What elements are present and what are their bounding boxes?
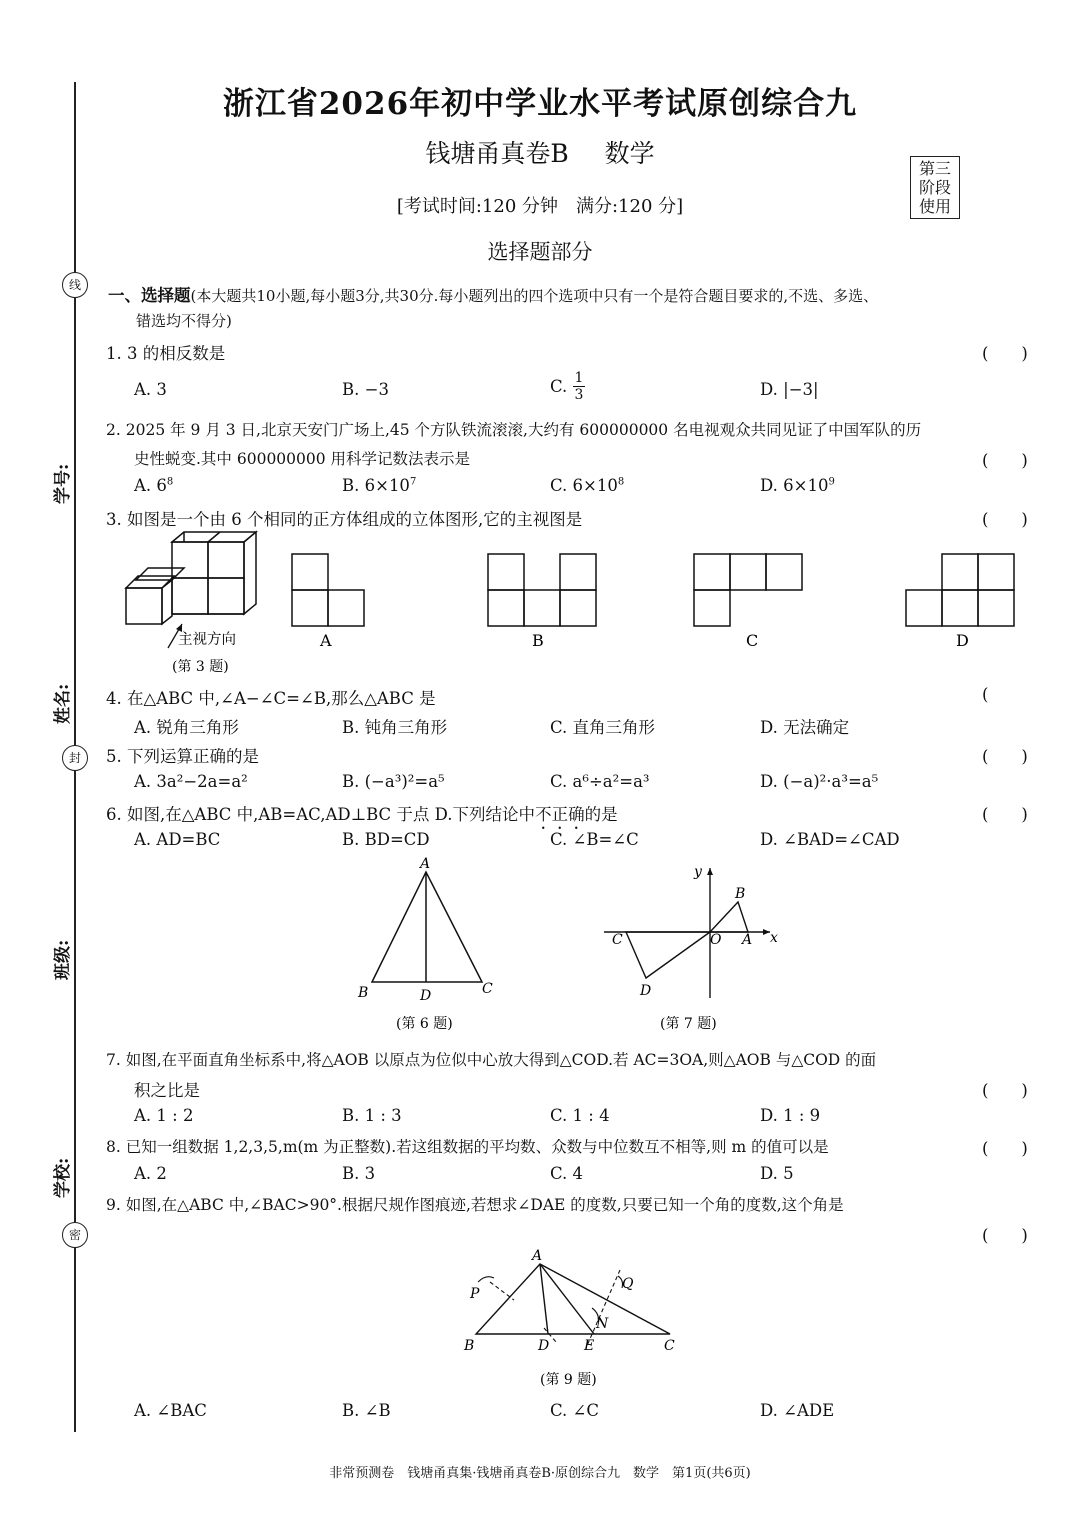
q4-text: 在△ABC 中,∠A−∠C=∠B,那么△ABC 是 <box>127 689 436 708</box>
q6-answer-blank[interactable]: ( ) <box>982 805 1028 824</box>
q5-option-b[interactable]: B. (−a³)²=a⁵ <box>342 772 445 791</box>
q9-pt-b: B <box>464 1338 475 1354</box>
view-arrow-head <box>176 624 182 632</box>
q7-pt-c: C <box>612 932 623 948</box>
cube-top-right <box>208 542 244 578</box>
part1-instructions <box>108 282 878 306</box>
part1-heading: 一、选择题 <box>108 286 191 305</box>
q2-d-base: D. 6×10 <box>760 476 829 495</box>
q7-triangle-aob <box>710 902 748 932</box>
cube-mid-right <box>208 578 244 614</box>
q5-num: 5. <box>106 747 122 766</box>
q3-label-a: A <box>320 631 332 650</box>
q3-option-d-figure <box>906 554 1014 626</box>
cube-front-top <box>126 576 174 588</box>
q5-answer-blank[interactable]: ( ) <box>982 747 1028 766</box>
q7-stem-2: 积之比是 <box>134 1081 200 1100</box>
q3-text: 如图是一个由 6 个相同的正方体组成的立体图形,它的主视图是 <box>127 510 583 529</box>
cube-top-left <box>172 542 208 578</box>
part1-instr-2: 错选均不得分) <box>136 312 232 330</box>
q9-pt-c: C <box>664 1338 675 1354</box>
q6-pt-a: A <box>420 856 431 872</box>
marker-feng: 封 <box>62 745 88 771</box>
q7-option-b[interactable]: B. 1 : 3 <box>342 1106 402 1125</box>
q9-triangle <box>476 1264 670 1334</box>
q8-option-c[interactable]: C. 4 <box>550 1164 584 1183</box>
q3-option-c-figure <box>694 554 802 626</box>
section-title: 选择题部分 <box>487 240 593 264</box>
q2-option-d[interactable] <box>760 476 835 495</box>
q2-num: 2. <box>106 421 121 439</box>
q6-pt-d: D <box>420 988 432 1004</box>
q3-stem <box>106 506 582 530</box>
q2-option-a[interactable] <box>134 476 173 495</box>
q7-pt-b: B <box>735 886 746 902</box>
q9-option-a[interactable]: A. ∠BAC <box>134 1401 207 1420</box>
q1-c-den: 3 <box>574 387 584 403</box>
q9-pt-a: A <box>532 1248 543 1264</box>
q9-caption: (第 9 题) <box>540 1372 597 1388</box>
label-student-id: 学号: <box>53 463 73 504</box>
q7-pt-a: A <box>742 932 753 948</box>
q2-text-1: 2025 年 9 月 3 日,北京天安门广场上,45 个方队铁流滚滚,大约有 600000000 名电视观众共同见证了中国军队的历 <box>125 421 922 439</box>
q2-d-exp: 9 <box>828 476 835 488</box>
q8-stem <box>106 1135 829 1157</box>
stage-line-2: 阶段 <box>918 178 951 197</box>
q1-c-num: 1 <box>574 370 584 386</box>
q9-stem <box>106 1193 844 1215</box>
q9-pt-d: D <box>538 1338 550 1354</box>
q9-answer-blank[interactable]: ( ) <box>982 1226 1028 1245</box>
q6-text-post: 的是 <box>584 805 618 824</box>
q7-num: 7. <box>106 1051 121 1069</box>
q7-stem-1 <box>106 1048 876 1070</box>
q7-pt-d: D <box>640 983 652 999</box>
q6-figure <box>372 872 482 982</box>
q7-option-c[interactable]: C. 1 : 4 <box>550 1106 610 1125</box>
q1-option-b[interactable]: B. −3 <box>342 380 389 399</box>
q6-pt-c: C <box>482 981 493 997</box>
q1-c-fraction <box>573 370 586 403</box>
q6-stem <box>106 801 618 833</box>
subtitle-subject: 数学 <box>604 139 655 168</box>
q2-answer-blank[interactable]: ( ) <box>982 451 1028 470</box>
q9-segment-ad <box>540 1264 548 1334</box>
q2-a-exp: 8 <box>166 476 174 488</box>
q7-y-arrow <box>707 868 713 875</box>
q9-num: 9. <box>106 1196 121 1214</box>
q3-figure <box>120 528 1040 678</box>
q2-stem-2: 史性蜕变.其中 600000000 用科学记数法表示是 <box>134 450 471 468</box>
q6-option-a[interactable]: A. AD=BC <box>134 830 221 849</box>
q6-text-pre: 如图,在△ABC 中,AB=AC,AD⊥BC 于点 D.下列结论中 <box>127 805 536 824</box>
q7-triangle-cod <box>626 932 710 978</box>
q6-option-d[interactable]: D. ∠BAD=∠CAD <box>760 830 900 849</box>
cube-mid-left <box>172 578 208 614</box>
q2-b-exp: 7 <box>409 476 417 488</box>
q2-option-b[interactable] <box>342 476 416 495</box>
q6-q7-figures <box>340 852 800 1042</box>
q3-label-b: B <box>532 631 544 650</box>
q9-option-b[interactable]: B. ∠B <box>342 1401 391 1420</box>
q4-stem <box>106 685 436 709</box>
q9-segment-ae <box>540 1264 594 1334</box>
q4-option-d[interactable]: D. 无法确定 <box>760 718 850 737</box>
q9-option-c[interactable]: C. ∠C <box>550 1401 599 1420</box>
q7-caption: (第 7 题) <box>660 1016 717 1032</box>
q7-label-x: x <box>770 930 778 946</box>
part1-instr-1: (本大题共10小题,每小题3分,共30分.每小题列出的四个选项中只有一个是符合题目要求的,不选、多选、 <box>190 287 879 305</box>
q9-pt-q: Q <box>622 1276 634 1292</box>
q1-stem <box>106 340 225 364</box>
q6-option-b[interactable]: B. BD=CD <box>342 830 430 849</box>
q6-text-emph: 不正确 <box>535 805 585 824</box>
q2-a-base: A. 6 <box>134 476 167 495</box>
q4-option-b[interactable]: B. 钝角三角形 <box>342 718 448 737</box>
q5-option-a[interactable]: A. 3a²−2a=a² <box>134 772 248 791</box>
q5-text: 下列运算正确的是 <box>127 747 259 766</box>
q1-option-d[interactable]: D. |−3| <box>760 380 819 399</box>
q6-option-c[interactable]: C. ∠B=∠C <box>550 830 639 849</box>
stage-line-1: 第三 <box>918 159 951 178</box>
q4-answer-blank[interactable]: ( <box>982 685 989 704</box>
q3-caption: (第 3 题) <box>172 659 229 675</box>
q8-text: 已知一组数据 1,2,3,5,m(m 为正整数).若这组数据的平均数、众数与中位数互不相等,则 m 的值可以是 <box>125 1138 829 1156</box>
q8-option-b[interactable]: B. 3 <box>342 1164 376 1183</box>
q6-pt-b: B <box>358 985 369 1001</box>
q8-option-a[interactable]: A. 2 <box>134 1164 167 1183</box>
cube-top-side <box>244 532 256 614</box>
q5-option-c[interactable]: C. a⁶÷a²=a³ <box>550 772 650 791</box>
stage-line-3: 使用 <box>918 197 951 216</box>
label-class: 班级: <box>53 939 73 980</box>
label-name: 姓名: <box>53 683 73 724</box>
q7-x-arrow <box>763 929 770 935</box>
q7-option-d[interactable]: D. 1 : 9 <box>760 1106 821 1125</box>
q3-label-c: C <box>746 631 759 650</box>
q1-option-a[interactable]: A. 3 <box>134 380 167 399</box>
q5-option-d[interactable]: D. (−a)²·a³=a⁵ <box>760 772 879 791</box>
q6-triangle <box>372 872 482 982</box>
q9-pt-n: N <box>596 1316 609 1332</box>
q7-pt-o: O <box>710 932 722 948</box>
q6-caption: (第 6 题) <box>396 1016 453 1032</box>
q2-c-exp: 8 <box>617 476 625 488</box>
q2-option-c[interactable] <box>550 476 624 495</box>
q5-stem <box>106 743 259 767</box>
q2-stem-1 <box>106 418 921 440</box>
q6-num: 6. <box>106 805 122 824</box>
q3-option-b-figure <box>488 554 596 626</box>
q1-option-c[interactable] <box>550 370 585 403</box>
q7-label-y: y <box>694 864 702 880</box>
stage-box <box>910 156 960 219</box>
q7-text-1: 如图,在平面直角坐标系中,将△AOB 以原点为位似中心放大得到△COD.若 AC=3OA,则△AOB 与△COD 的面 <box>125 1051 877 1069</box>
q9-construction-marks <box>490 1270 620 1348</box>
label-school: 学校: <box>53 1157 73 1198</box>
q3-solid <box>126 532 256 624</box>
q9-pt-p: P <box>470 1286 480 1302</box>
q4-num: 4. <box>106 689 122 708</box>
q1-text: 3 的相反数是 <box>127 344 226 363</box>
marker-mi: 密 <box>62 1222 88 1248</box>
q8-answer-blank[interactable]: ( ) <box>982 1139 1028 1158</box>
q8-num: 8. <box>106 1138 121 1156</box>
q7-option-a[interactable]: A. 1 : 2 <box>134 1106 194 1125</box>
q1-c-prefix: C. <box>550 377 568 396</box>
q1-num: 1. <box>106 344 122 363</box>
q9-text: 如图,在△ABC 中,∠BAC>90°.根据尺规作图痕迹,若想求∠DAE 的度数,只要已知一个角的度数,这个角是 <box>125 1196 844 1214</box>
q3-answer-blank[interactable]: ( ) <box>982 510 1028 529</box>
q9-option-d[interactable]: D. ∠ADE <box>760 1401 835 1420</box>
q3-label-d: D <box>956 631 969 650</box>
subtitle-series: 钱塘甬真卷B <box>425 139 569 168</box>
q8-option-d[interactable]: D. 5 <box>760 1164 794 1183</box>
q2-b-base: B. 6×10 <box>342 476 410 495</box>
exam-info: [考试时间:120 分钟 满分:120 分] <box>396 196 684 217</box>
cube-front-side <box>162 580 172 624</box>
q3-option-a-figure <box>292 554 364 626</box>
q1-answer-blank[interactable]: ( ) <box>982 344 1028 363</box>
q7-answer-blank[interactable]: ( ) <box>982 1081 1028 1100</box>
view-direction-label: 主视方向 <box>178 632 236 648</box>
cube-front-left <box>126 588 162 624</box>
q9-figure <box>450 1244 700 1394</box>
q2-c-base: C. 6×10 <box>550 476 618 495</box>
q4-option-c[interactable]: C. 直角三角形 <box>550 718 656 737</box>
q3-num: 3. <box>106 510 122 529</box>
exam-title: 浙江省2026年初中学业水平考试原创综合九 <box>222 86 858 122</box>
page-footer: 非常预测卷 钱塘甬真集·钱塘甬真卷B·原创综合九 数学 第1页(共6页) <box>329 1466 751 1481</box>
marker-xian: 线 <box>62 272 88 298</box>
q9-pt-e: E <box>584 1338 595 1354</box>
q4-option-a[interactable]: A. 锐角三角形 <box>134 718 239 737</box>
